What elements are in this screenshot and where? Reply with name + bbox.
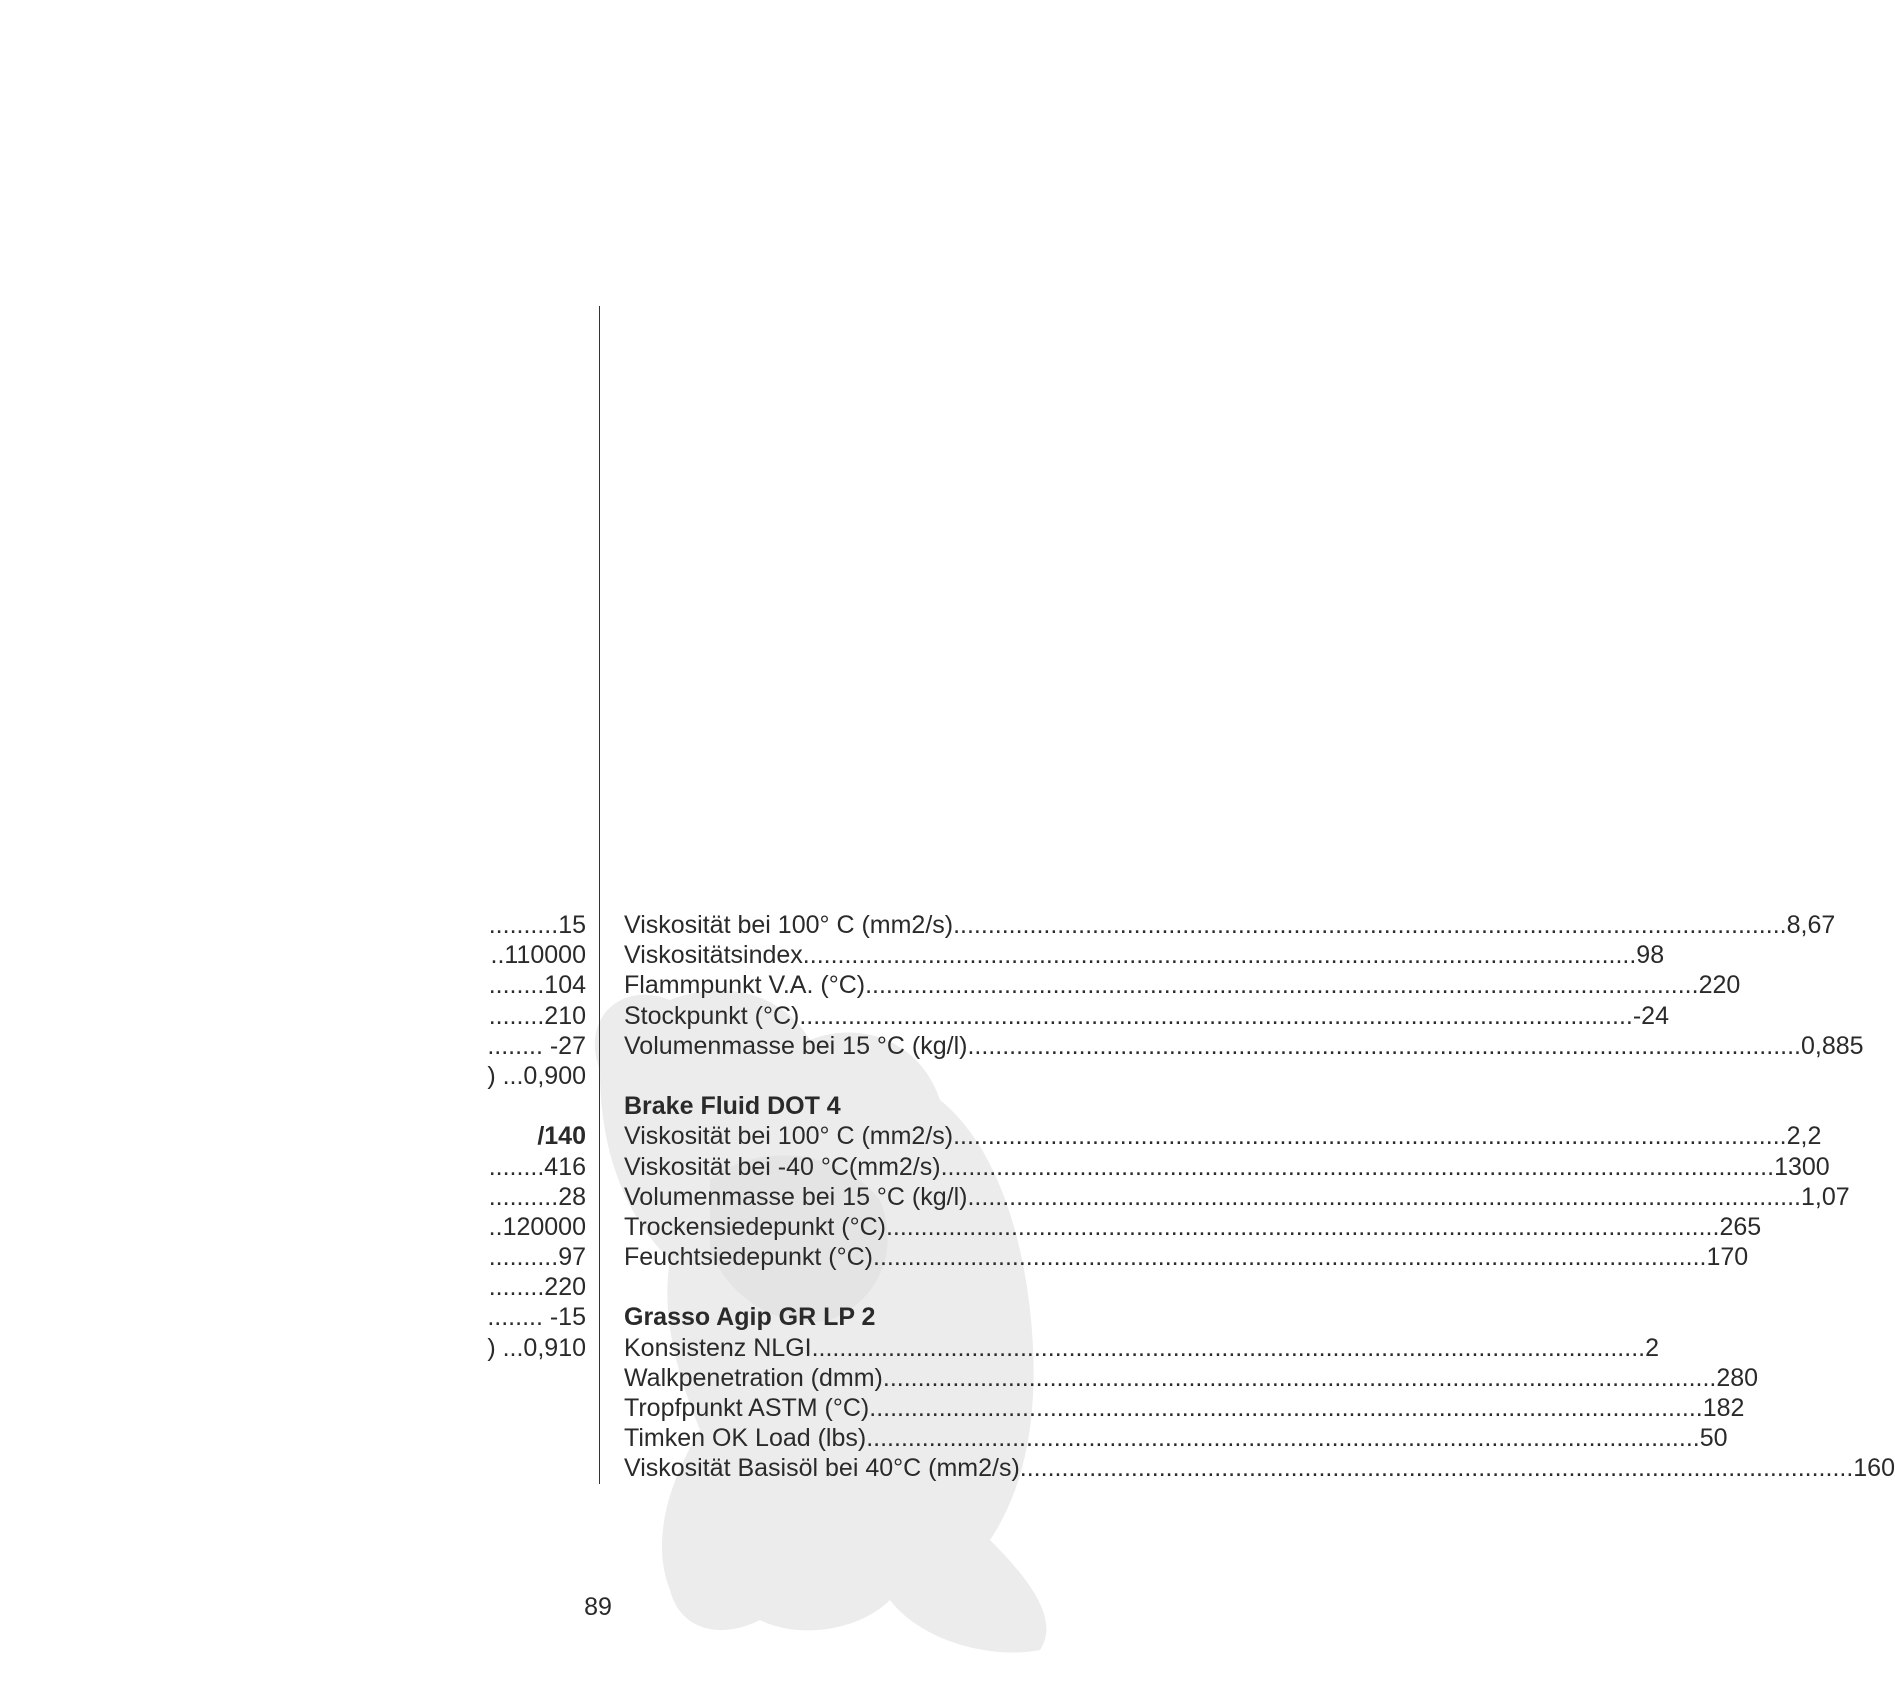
spec-label: Flammpunkt V.A. (°C) bbox=[624, 971, 866, 1000]
left-value-line: ........ -27 bbox=[487, 1031, 586, 1060]
spec-row bbox=[624, 1182, 1850, 1212]
spec-value: 50 bbox=[1699, 1424, 1728, 1453]
spec-row bbox=[624, 1242, 1749, 1272]
left-value-line: ) ...0,900 bbox=[487, 1061, 586, 1090]
dot-leader: ........................................................................................................................ bbox=[953, 911, 1787, 939]
left-value-line: ) ...0,910 bbox=[487, 1333, 586, 1362]
spec-row bbox=[624, 1121, 1822, 1151]
spec-value: 220 bbox=[1698, 971, 1741, 1000]
left-value-line bbox=[487, 1091, 586, 1121]
left-value-line: ........220 bbox=[488, 1273, 586, 1302]
dot-leader: ........................................................................................................................ bbox=[799, 1001, 1633, 1030]
spec-row bbox=[624, 1393, 1745, 1423]
spec-row bbox=[624, 1031, 1864, 1061]
dot-leader: ........................................................................................................................ bbox=[953, 1122, 1787, 1151]
spec-label: Tropfpunkt ASTM (°C) bbox=[624, 1394, 870, 1422]
spec-value: 2 bbox=[1645, 1333, 1659, 1362]
spec-label: Trockensiedepunkt (°C) bbox=[624, 1212, 886, 1241]
spec-value: 2,2 bbox=[1786, 1122, 1822, 1151]
spec-label: Volumenmasse bei 15 °C (kg/l) bbox=[624, 1031, 968, 1060]
spec-value: 160 bbox=[1853, 1454, 1895, 1483]
spec-row bbox=[624, 1363, 1759, 1393]
spec-row bbox=[624, 940, 1665, 970]
spec-value: 0,885 bbox=[1800, 1031, 1864, 1060]
left-value-line: ........210 bbox=[488, 1001, 586, 1030]
dot-leader: ........................................................................................................................ bbox=[967, 1031, 1801, 1060]
spec-label: Viskosität Basisöl bei 40°C (mm2/s) bbox=[624, 1454, 1020, 1483]
dot-leader: ........................................................................................................................ bbox=[866, 1424, 1700, 1453]
section-heading: Grasso Agip GR LP 2 bbox=[624, 1303, 876, 1332]
left-value-line: ..110000 bbox=[490, 941, 586, 970]
section-spacer bbox=[624, 1272, 1080, 1302]
left-column-cut-values bbox=[487, 910, 586, 1363]
spec-value: -24 bbox=[1632, 1001, 1669, 1030]
dot-leader: ........................................................................................................................ bbox=[940, 1152, 1775, 1181]
spec-value: 265 bbox=[1719, 1212, 1762, 1241]
left-value-line: ........416 bbox=[488, 1152, 586, 1181]
spec-label: Viskositätsindex bbox=[624, 941, 803, 970]
spec-row bbox=[624, 1212, 1762, 1242]
dot-leader: ........................................................................................................................ bbox=[869, 1394, 1703, 1422]
dot-leader: ........................................................................................................................ bbox=[967, 1182, 1801, 1211]
left-value-line: ........104 bbox=[488, 971, 586, 1000]
left-value-line: /140 bbox=[537, 1122, 586, 1151]
spec-value: 170 bbox=[1706, 1243, 1749, 1272]
specifications-column bbox=[624, 910, 1895, 1484]
section-spacer bbox=[624, 1061, 1080, 1091]
left-value-line: ..........15 bbox=[488, 911, 586, 939]
spec-row bbox=[624, 1152, 1830, 1182]
spec-value: 280 bbox=[1716, 1363, 1759, 1392]
left-value-line: ..........28 bbox=[488, 1182, 586, 1211]
dot-leader: ........................................................................................................................ bbox=[811, 1333, 1646, 1362]
spec-label: Volumenmasse bei 15 °C (kg/l) bbox=[624, 1182, 968, 1211]
left-value-line: ..........97 bbox=[488, 1243, 586, 1272]
spec-row bbox=[624, 970, 1741, 1000]
spec-row bbox=[624, 1453, 1895, 1483]
spec-label: Viskosität bei 100° C (mm2/s) bbox=[624, 911, 954, 939]
left-value-line: ........ -15 bbox=[487, 1303, 586, 1332]
spec-value: 98 bbox=[1636, 941, 1665, 970]
spec-label: Timken OK Load (lbs) bbox=[624, 1424, 867, 1453]
spec-label: Viskosität bei 100° C (mm2/s) bbox=[624, 1122, 954, 1151]
spec-value: 1,07 bbox=[1800, 1182, 1850, 1211]
dot-leader: ........................................................................................................................ bbox=[802, 941, 1637, 970]
spec-row bbox=[624, 1423, 1728, 1453]
column-divider bbox=[599, 306, 600, 1484]
spec-row bbox=[624, 1001, 1669, 1031]
spec-label: Konsistenz NLGI bbox=[624, 1333, 812, 1362]
section-heading: Brake Fluid DOT 4 bbox=[624, 1092, 841, 1121]
dot-leader: ........................................................................................................................ bbox=[865, 971, 1699, 1000]
spec-value: 182 bbox=[1702, 1394, 1745, 1422]
spec-row bbox=[624, 1333, 1659, 1363]
dot-leader: ........................................................................................................................ bbox=[873, 1243, 1707, 1272]
dot-leader: ........................................................................................................................ bbox=[882, 1363, 1717, 1392]
dot-leader: ........................................................................................................................ bbox=[885, 1212, 1720, 1241]
spec-value: 8,67 bbox=[1786, 911, 1836, 939]
spec-value: 1300 bbox=[1774, 1152, 1830, 1181]
page-number: 89 bbox=[584, 1593, 612, 1621]
spec-label: Viskosität bei -40 °C(mm2/s) bbox=[624, 1152, 941, 1181]
spec-row bbox=[624, 910, 1836, 940]
spec-label: Feuchtsiedepunkt (°C) bbox=[624, 1243, 873, 1272]
left-value-line: ..120000 bbox=[488, 1212, 586, 1241]
spec-label: Stockpunkt (°C) bbox=[624, 1001, 800, 1030]
dot-leader: ........................................................................................................................ bbox=[1019, 1454, 1854, 1483]
spec-label: Walkpenetration (dmm) bbox=[624, 1363, 883, 1392]
